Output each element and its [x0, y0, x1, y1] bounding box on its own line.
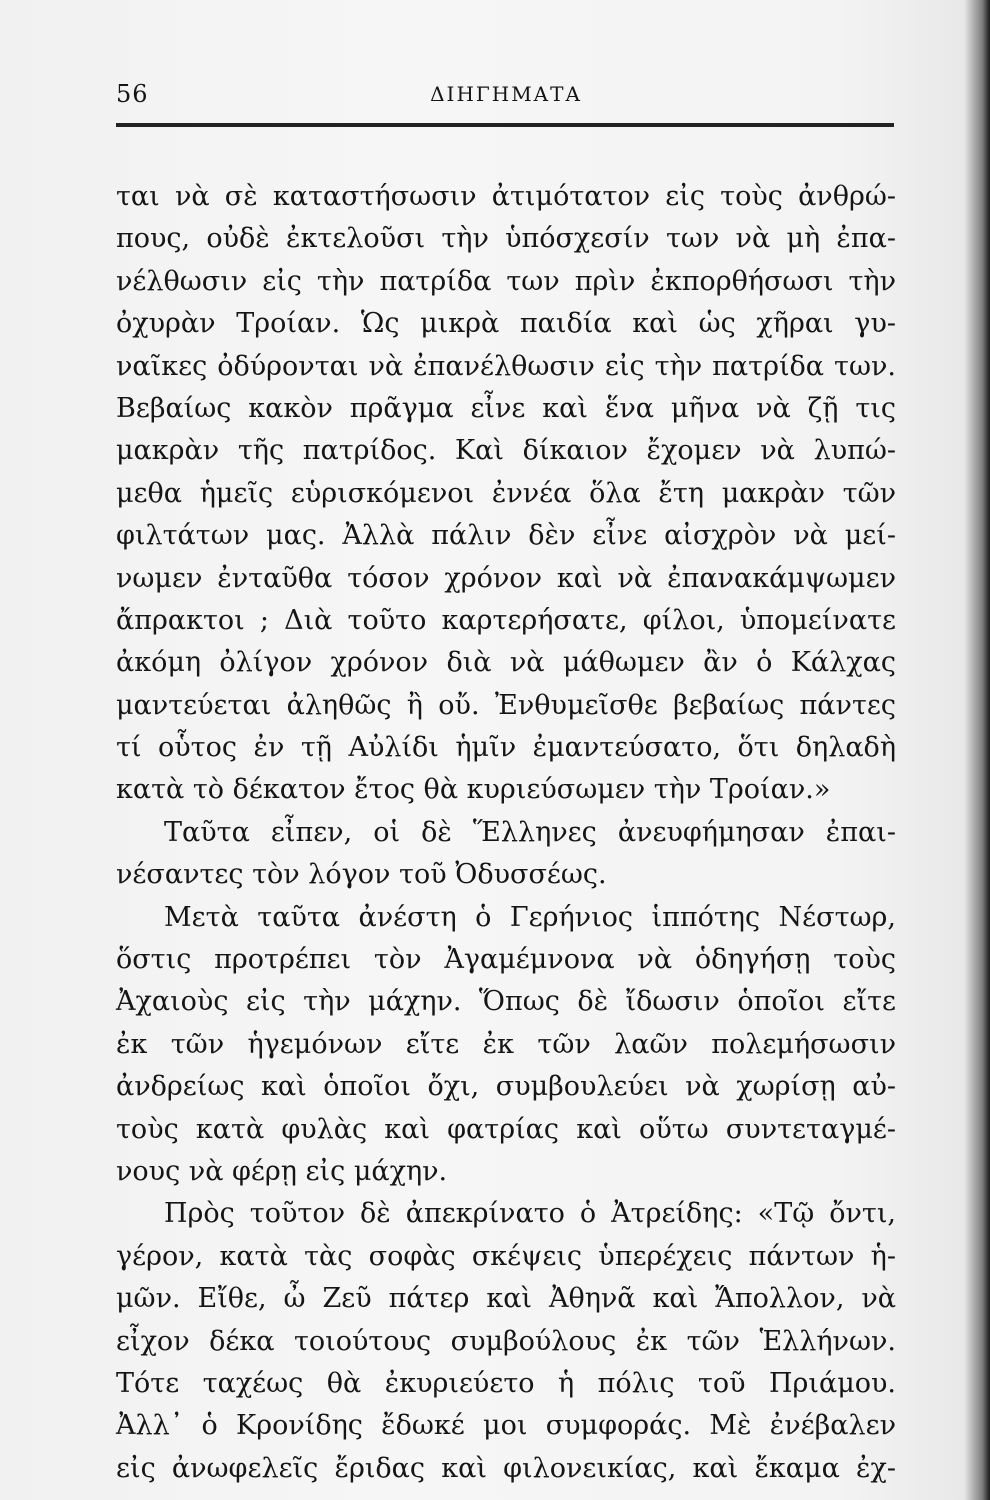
- text-line: μῶν. Εἴθε, ὦ Ζεῦ πάτερ καὶ Ἀθηνᾶ καὶ Ἄπολλον, νὰ: [116, 1283, 896, 1315]
- text-line: Ταῦτα εἶπεν, οἱ δὲ Ἕλληνες ἀνευφήμησαν ἐπαι-: [164, 816, 896, 848]
- text-line: ἀκόμη ὀλίγον χρόνον διὰ νὰ μάθωμεν ἂν ὁ Κάλχας: [116, 647, 896, 679]
- text-line: τί οὗτος ἐν τῇ Αὐλίδι ἡμῖν ἐμαντεύσατο, ὅτι δηλαδὴ: [116, 732, 896, 764]
- text-line: μακρὰν τῆς πατρίδος. Καὶ δίκαιον ἔχομεν νὰ λυπώ-: [116, 435, 896, 467]
- page-number: 56: [116, 80, 149, 108]
- text-line: πους, οὐδὲ ἐκτελοῦσι τὴν ὑπόσχεσίν των νὰ μὴ ἐπα-: [116, 223, 896, 255]
- text-line: ἄπρακτοι ; Διὰ τοῦτο καρτερήσατε, φίλοι, ὑπομείνατε: [116, 604, 896, 636]
- text-line: ὅστις προτρέπει τὸν Ἀγαμέμνονα νὰ ὁδηγήσῃ τοὺς: [116, 944, 896, 976]
- text-line: νέλθωσιν εἰς τὴν πατρίδα των πρὶν ἐκπορθήσωσι τὴν: [116, 265, 896, 297]
- text-line: ται νὰ σὲ καταστήσωσιν ἀτιμότατον εἰς τοὺς ἀνθρώ-: [116, 181, 896, 212]
- text-line: ἐκ τῶν ἡγεμόνων εἴτε ἐκ τῶν λαῶν πολεμήσωσιν: [116, 1028, 896, 1060]
- text-line: τοὺς κατὰ φυλὰς καὶ φατρίας καὶ οὕτω συντεταγμέ-: [116, 1113, 896, 1145]
- header-rule: [116, 123, 894, 127]
- text-line: Τότε ταχέως θὰ ἐκυριεύετο ἡ πόλις τοῦ Πριάμου.: [116, 1367, 896, 1399]
- text-line: γέρον, κατὰ τὰς σοφὰς σκέψεις ὑπερέχεις πάντων ἡ-: [116, 1240, 896, 1272]
- text-line: εἰς ἀνωφελεῖς ἔριδας καὶ φιλονεικίας, καὶ ἔκαμα ἐχ-: [116, 1452, 896, 1484]
- text-line: Βεβαίως κακὸν πρᾶγμα εἶνε καὶ ἕνα μῆνα νὰ ζῇ τις: [116, 392, 896, 424]
- text-line: μαντεύεται ἀληθῶς ἢ οὔ. Ἐνθυμεῖσθε βεβαίως πάντες: [116, 689, 896, 721]
- text-line: Ἀχαιοὺς εἰς τὴν μάχην. Ὅπως δὲ ἴδωσιν ὁποῖοι εἴτε: [116, 986, 896, 1018]
- running-title: ΔΙΗΓΗΜΑΤΑ: [430, 82, 582, 106]
- page-header: [116, 74, 896, 114]
- page-edge-shadow: [964, 0, 990, 1500]
- text-line: νέσαντες τὸν λόγον τοῦ Ὀδυσσέως.: [116, 859, 607, 891]
- text-line: Ἀλλ᾽ ὁ Κρονίδης ἔδωκέ μοι συμφοράς. Μὲ ἐνέβαλεν: [116, 1410, 896, 1442]
- text-line: κατὰ τὸ δέκατον ἔτος θὰ κυριεύσωμεν τὴν Τροίαν.»: [116, 774, 831, 806]
- text-line: νους νὰ φέρῃ εἰς μάχην.: [116, 1155, 448, 1187]
- text-line: Μετὰ ταῦτα ἀνέστη ὁ Γερήνιος ἱππότης Νέστωρ,: [164, 901, 896, 933]
- text-line: ἀνδρείως καὶ ὁποῖοι ὄχι, συμβουλεύει νὰ χωρίσῃ αὐ-: [116, 1071, 896, 1103]
- text-line: ναῖκες ὀδύρονται νὰ ἐπανέλθωσιν εἰς τὴν πατρίδα των.: [116, 350, 896, 382]
- text-line: ὀχυρὰν Τροίαν. Ὡς μικρὰ παιδία καὶ ὡς χῆραι γυ-: [116, 308, 896, 340]
- text-line: Πρὸς τοῦτον δὲ ἀπεκρίνατο ὁ Ἀτρείδης: «Τῷ ὄντι,: [164, 1198, 896, 1230]
- text-line: εἶχον δέκα τοιούτους συμβούλους ἐκ τῶν Ἑλλήνων.: [116, 1325, 896, 1357]
- body-text: [116, 176, 896, 1490]
- text-line: μεθα ἡμεῖς εὑρισκόμενοι ἐννέα ὅλα ἔτη μακρὰν τῶν: [116, 477, 896, 509]
- text-line: φιλτάτων μας. Ἀλλὰ πάλιν δὲν εἶνε αἰσχρὸν νὰ μεί-: [116, 520, 896, 552]
- text-line: νωμεν ἐνταῦθα τόσον χρόνον καὶ νὰ ἐπανακάμψωμεν: [116, 562, 896, 594]
